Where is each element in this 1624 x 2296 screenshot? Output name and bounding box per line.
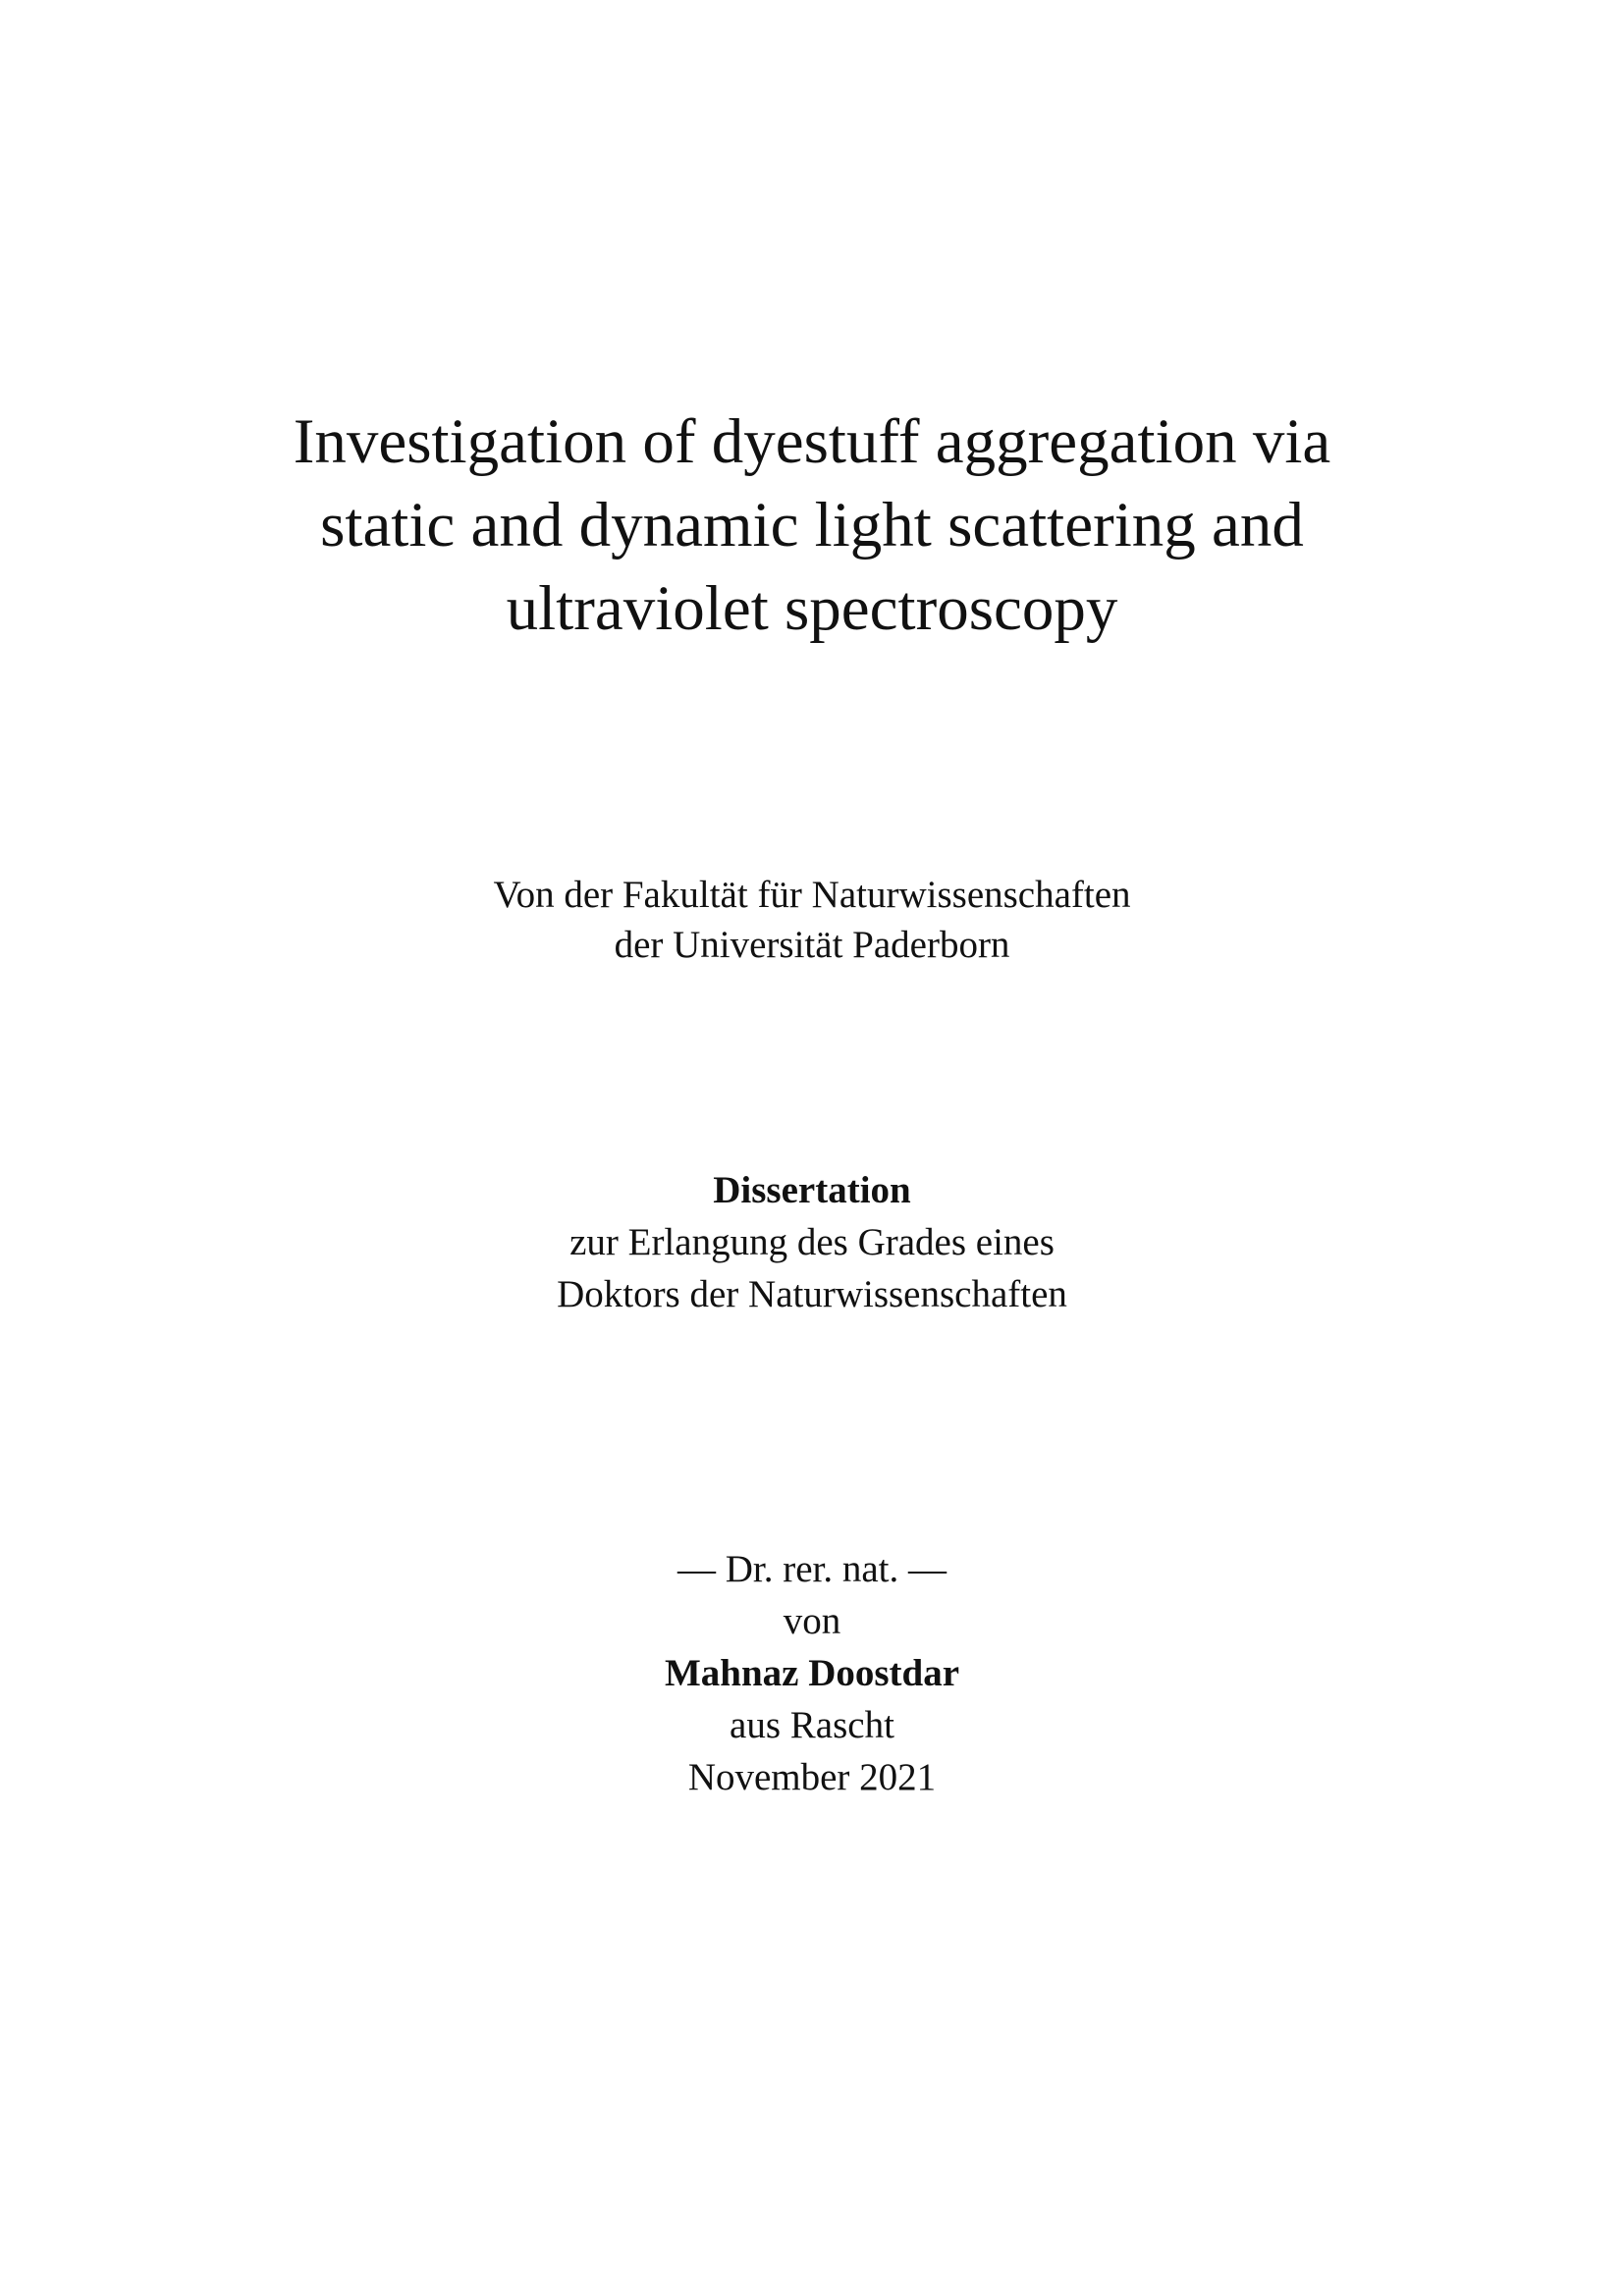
degree-title: — Dr. rer. nat. — — [677, 1548, 947, 1590]
author-name: Mahnaz Doostdar — [664, 1652, 960, 1694]
faculty-line: Von der Fakultät für Naturwissenschaften — [493, 874, 1131, 916]
dissertation-section — [0, 1164, 1624, 1320]
thesis-title — [0, 400, 1624, 651]
author-section — [0, 1543, 1624, 1803]
faculty-statement — [0, 870, 1624, 970]
title-line: static and dynamic light scattering and — [320, 490, 1304, 561]
faculty-line: der Universität Paderborn — [614, 924, 1010, 966]
dissertation-heading: Dissertation — [713, 1169, 911, 1211]
by-label: von — [783, 1600, 841, 1642]
submission-date: November 2021 — [687, 1756, 937, 1798]
degree-purpose-line: Doktors der Naturwissenschaften — [557, 1273, 1067, 1315]
title-line: ultraviolet spectroscopy — [506, 573, 1118, 644]
title-line: Investigation of dyestuff aggregation via — [293, 406, 1331, 477]
author-origin: aus Rascht — [730, 1704, 894, 1746]
degree-purpose-line: zur Erlangung des Grades eines — [569, 1221, 1055, 1263]
